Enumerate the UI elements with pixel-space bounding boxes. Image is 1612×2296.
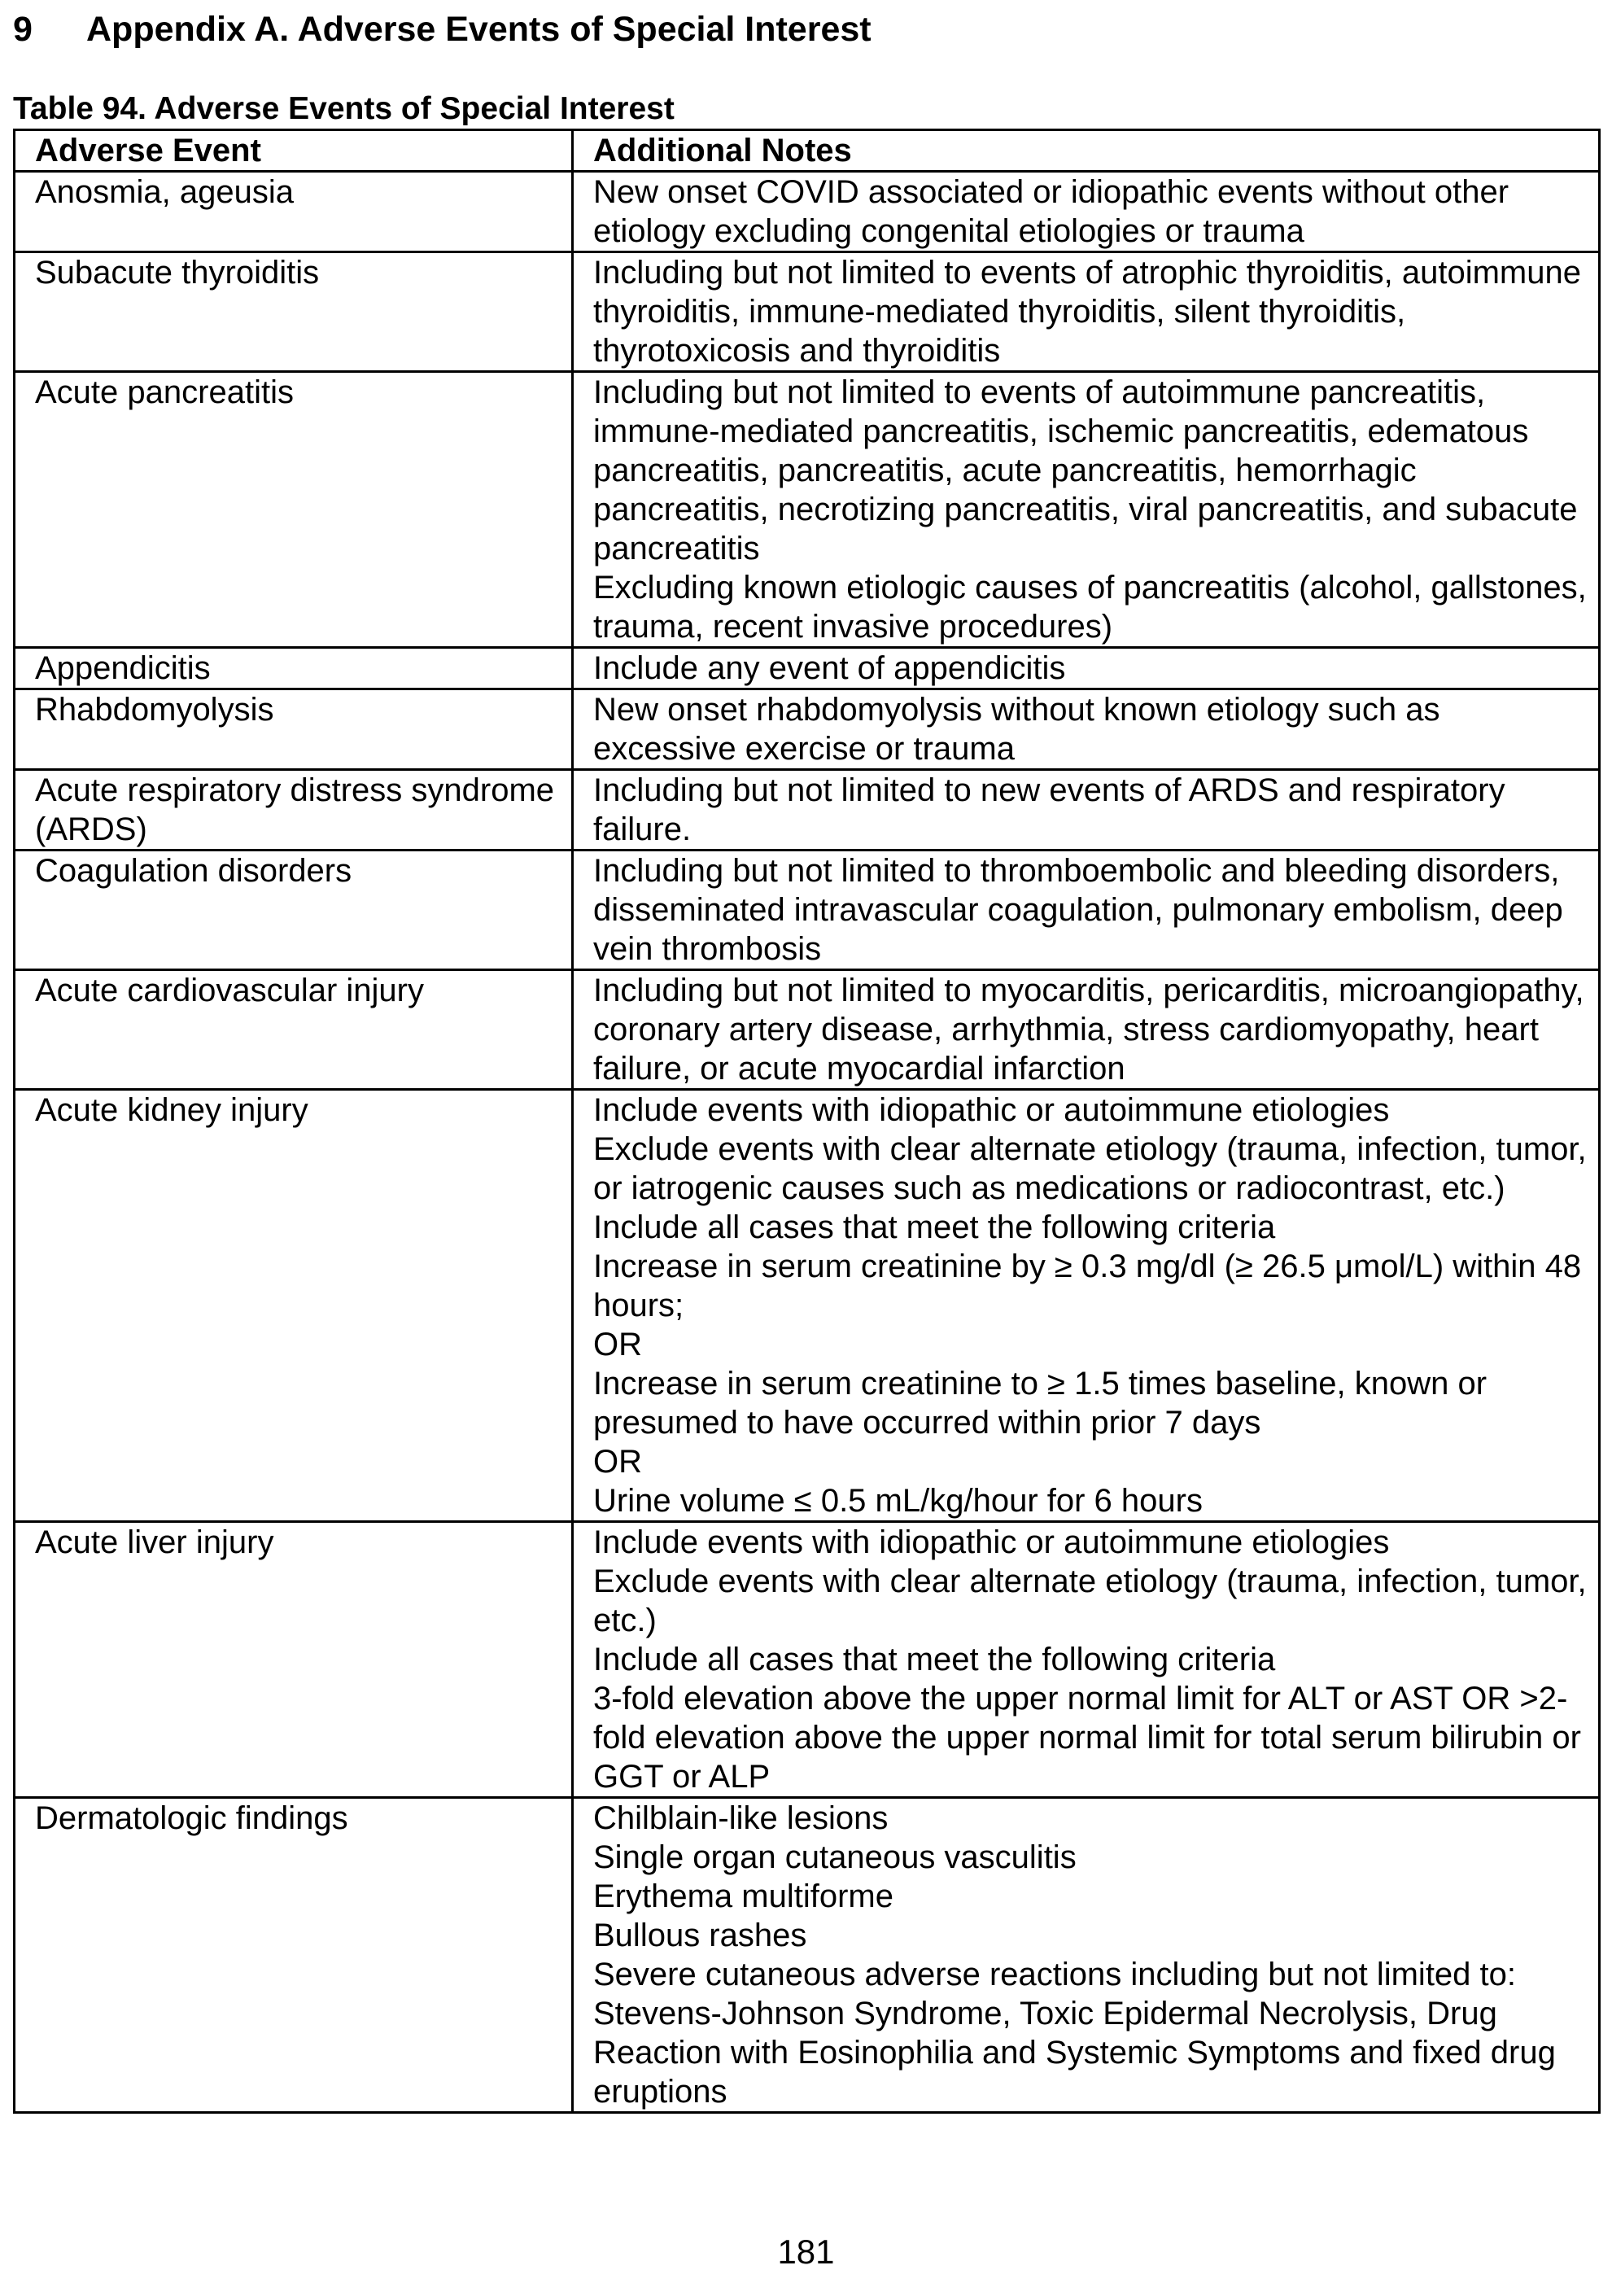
note-line: Include events with idiopathic or autoimmune etiologies (593, 1524, 1390, 1560)
table-caption: Table 94. Adverse Events of Special Interest (13, 91, 675, 126)
adverse-event-cell: Dermatologic findings (15, 1798, 573, 2113)
additional-notes-cell (573, 172, 1600, 252)
table-row (15, 252, 1600, 372)
note-line: Including but not limited to myocarditis, pericarditis, microangiopathy, coronary artery disease, arrhythmia, stress cardiomyopathy, heart failure, or acute myocardial infarction (593, 973, 1584, 1087)
table-row (15, 970, 1600, 1090)
note-line: Urine volume ≤ 0.5 mL/kg/hour for 6 hours (593, 1483, 1203, 1519)
note-line: Include all cases that meet the following criteria (593, 1209, 1276, 1245)
note-line: New onset rhabdomyolysis without known etiology such as excessive exercise or trauma (593, 692, 1440, 767)
table-row (15, 770, 1600, 851)
additional-notes-cell (573, 252, 1600, 372)
adverse-event-cell: Acute liver injury (15, 1522, 573, 1798)
adverse-event-cell: Coagulation disorders (15, 851, 573, 970)
table-row (15, 648, 1600, 689)
note-line: Include events with idiopathic or autoimmune etiologies (593, 1092, 1390, 1128)
table-row (15, 1090, 1600, 1522)
note-line: New onset COVID associated or idiopathic events without other etiology excluding congenital etiologies or trauma (593, 174, 1509, 249)
additional-notes-cell (573, 1522, 1600, 1798)
adverse-event-cell: Appendicitis (15, 648, 573, 689)
section-number: 9 (13, 10, 33, 49)
table-row (15, 172, 1600, 252)
adverse-event-cell: Acute kidney injury (15, 1090, 573, 1522)
note-line: Severe cutaneous adverse reactions including but not limited to: Stevens-Johnson Syndrome, Toxic Epidermal Necrolysis, Drug Reaction with Eosinophilia and Systemic Symptoms and fixed drug eruptions (593, 1957, 1556, 2110)
note-line: Including but not limited to new events of ARDS and respiratory failure. (593, 772, 1505, 847)
additional-notes-cell (573, 372, 1600, 648)
note-line: Including but not limited to thromboembolic and bleeding disorders, disseminated intravascular coagulation, pulmonary embolism, deep vein thrombosis (593, 853, 1563, 967)
table-body (15, 172, 1600, 2113)
table-row (15, 1798, 1600, 2113)
note-line: Erythema multiforme (593, 1878, 893, 1914)
additional-notes-cell (573, 1798, 1600, 2113)
table-row (15, 851, 1600, 970)
section-heading (13, 5, 872, 54)
column-header-adverse-event: Adverse Event (15, 130, 573, 172)
table-row (15, 689, 1600, 770)
additional-notes-cell (573, 648, 1600, 689)
table-header-row (15, 130, 1600, 172)
note-line: Exclude events with clear alternate etiology (trauma, infection, tumor, etc.) (593, 1563, 1587, 1638)
note-line: Exclude events with clear alternate etiology (trauma, infection, tumor, or iatrogenic causes such as medications or radiocontrast, etc.) (593, 1131, 1587, 1206)
adverse-event-cell: Acute cardiovascular injury (15, 970, 573, 1090)
note-line: Include any event of appendicitis (593, 650, 1066, 686)
additional-notes-cell (573, 1090, 1600, 1522)
table-row (15, 372, 1600, 648)
additional-notes-cell (573, 970, 1600, 1090)
additional-notes-cell (573, 689, 1600, 770)
additional-notes-cell (573, 851, 1600, 970)
note-line: Increase in serum creatinine by ≥ 0.3 mg/dl (≥ 26.5 μmol/L) within 48 hours; (593, 1249, 1582, 1323)
note-line: OR (593, 1327, 642, 1362)
column-header-additional-notes: Additional Notes (573, 130, 1600, 172)
adverse-event-cell: Acute respiratory distress syndrome (ARDS) (15, 770, 573, 851)
adverse-events-table (13, 129, 1601, 2114)
note-line: Include all cases that meet the following criteria (593, 1642, 1276, 1677)
note-line: Including but not limited to events of autoimmune pancreatitis, immune-mediated pancreatitis, ischemic pancreatitis, edematous pancreatitis, pancreatitis, acute pancreatitis, hemorrhagic pancreatitis, necrotizing pancreatitis, viral pancreatitis, and subacute pancreatitis (593, 374, 1578, 566)
additional-notes-cell (573, 770, 1600, 851)
note-line: Increase in serum creatinine to ≥ 1.5 times baseline, known or presumed to have occurred within prior 7 days (593, 1366, 1487, 1441)
note-line: 3-fold elevation above the upper normal limit for ALT or AST OR >2-fold elevation above the upper normal limit for total serum bilirubin or GGT or ALP (593, 1681, 1581, 1795)
adverse-event-cell: Rhabdomyolysis (15, 689, 573, 770)
adverse-event-cell: Subacute thyroiditis (15, 252, 573, 372)
section-title: Appendix A. Adverse Events of Special Interest (86, 10, 872, 49)
note-line: Including but not limited to events of atrophic thyroiditis, autoimmune thyroiditis, immune-mediated thyroiditis, silent thyroiditis, thyrotoxicosis and thyroiditis (593, 255, 1581, 369)
note-line: OR (593, 1444, 642, 1480)
note-line: Excluding known etiologic causes of pancreatitis (alcohol, gallstones, trauma, recent invasive procedures) (593, 570, 1587, 645)
adverse-event-cell: Anosmia, ageusia (15, 172, 573, 252)
page-number: 181 (777, 2233, 835, 2271)
adverse-event-cell: Acute pancreatitis (15, 372, 573, 648)
note-line: Single organ cutaneous vasculitis (593, 1839, 1077, 1875)
note-line: Chilblain-like lesions (593, 1800, 889, 1836)
table-row (15, 1522, 1600, 1798)
note-line: Bullous rashes (593, 1918, 807, 1953)
